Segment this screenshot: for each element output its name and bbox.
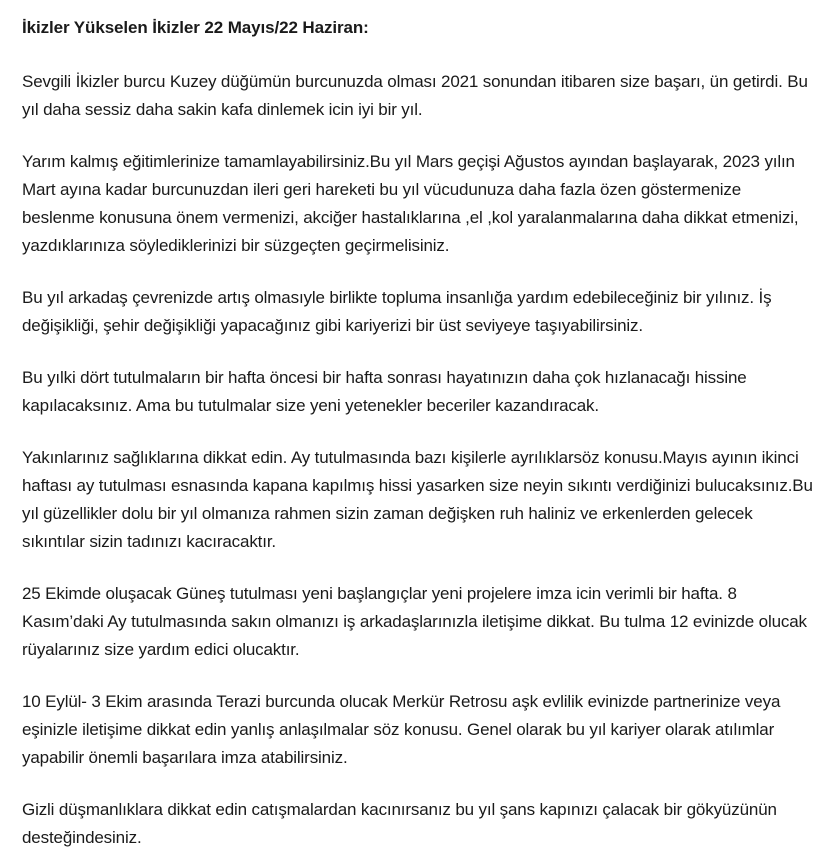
paragraph-7: 10 Eylül- 3 Ekim arasında Terazi burcunda olucak Merkür Retrosu aşk evlilik evinizde partnerinize veya eşinizle iletişime dikkat edin yanlış anlaşılmalar söz konusu. Genel olarak bu yıl kariyer olarak atılımlar yapabilir önemli başarılara imza atabilirsiniz.	[22, 692, 781, 767]
paragraph-4: Bu yılki dört tutulmaların bir hafta öncesi bir hafta sonrası hayatınızın daha çok hızlanacağı hissine kapılacaksınız. Ama bu tutulmalar size yeni yetenekler beceriler kazandıracak.	[22, 368, 747, 415]
paragraph-6: 25 Ekimde oluşacak Güneş tutulması yeni başlangıçlar yeni projelere imza icin verimli bir hafta. 8 Kasım’daki Ay tutulmasında sakın olmanızı iş arkadaşlarınızla iletişime dikkat. Bu tulma 12 evinizde olucak rüyalarınız size yardım edici olucaktır.	[22, 584, 807, 659]
paragraph-8: Gizli düşmanlıklara dikkat edin catışmalardan kacınırsanız bu yıl şans kapınızı çalacak bir gökyüzünün desteğindesiniz.	[22, 800, 777, 847]
paragraph-2: Yarım kalmış eğitimlerinize tamamlayabilirsiniz.Bu yıl Mars geçişi Ağustos ayından başlayarak, 2023 yılın Mart ayına kadar burcunuzdan ileri geri hareketi bu yıl vücudunuza daha fazla özen göstermenize beslenme konusuna önem vermenizi, akciğer hastalıklarına ,el ,kol yaralanmalarına daha dikkat etmenizi, yazdıklarınıza söylediklerinizi bir süzgeçten geçirmelisiniz.	[22, 152, 799, 255]
paragraph-3: Bu yıl arkadaş çevrenizde artış olmasıyle birlikte topluma insanlığa yardım edebileceğiniz bir yılınız. İş değişikliği, şehir değişikliği yapacağınız gibi kariyerizi bir üst seviyeye taşıyabilirsiniz.	[22, 288, 772, 335]
paragraph-1: Sevgili İkizler burcu Kuzey düğümün burcunuzda olması 2021 sonundan itibaren size başarı, ün getirdi. Bu yıl daha sessiz daha sakin kafa dinlemek icin iyi bir yıl.	[22, 72, 808, 119]
paragraph-5: Yakınlarınız sağlıklarına dikkat edin. Ay tutulmasında bazı kişilerle ayrılıklarsöz konusu.Mayıs ayının ikinci haftası ay tutulması esnasında kapana kapılmış hissi yasarken size neyin sıkıntı verdiğinizi bulucaksınız.Bu yıl güzellikler dolu bir yıl olmanıza rahmen sizin zaman değişken ruh haliniz ve erkenlerden gelecek sıkıntılar sizin tadınızı kacıracaktır.	[22, 448, 813, 551]
article-heading: İkizler Yükselen İkizler 22 Mayıs/22 Haziran:	[22, 18, 369, 37]
